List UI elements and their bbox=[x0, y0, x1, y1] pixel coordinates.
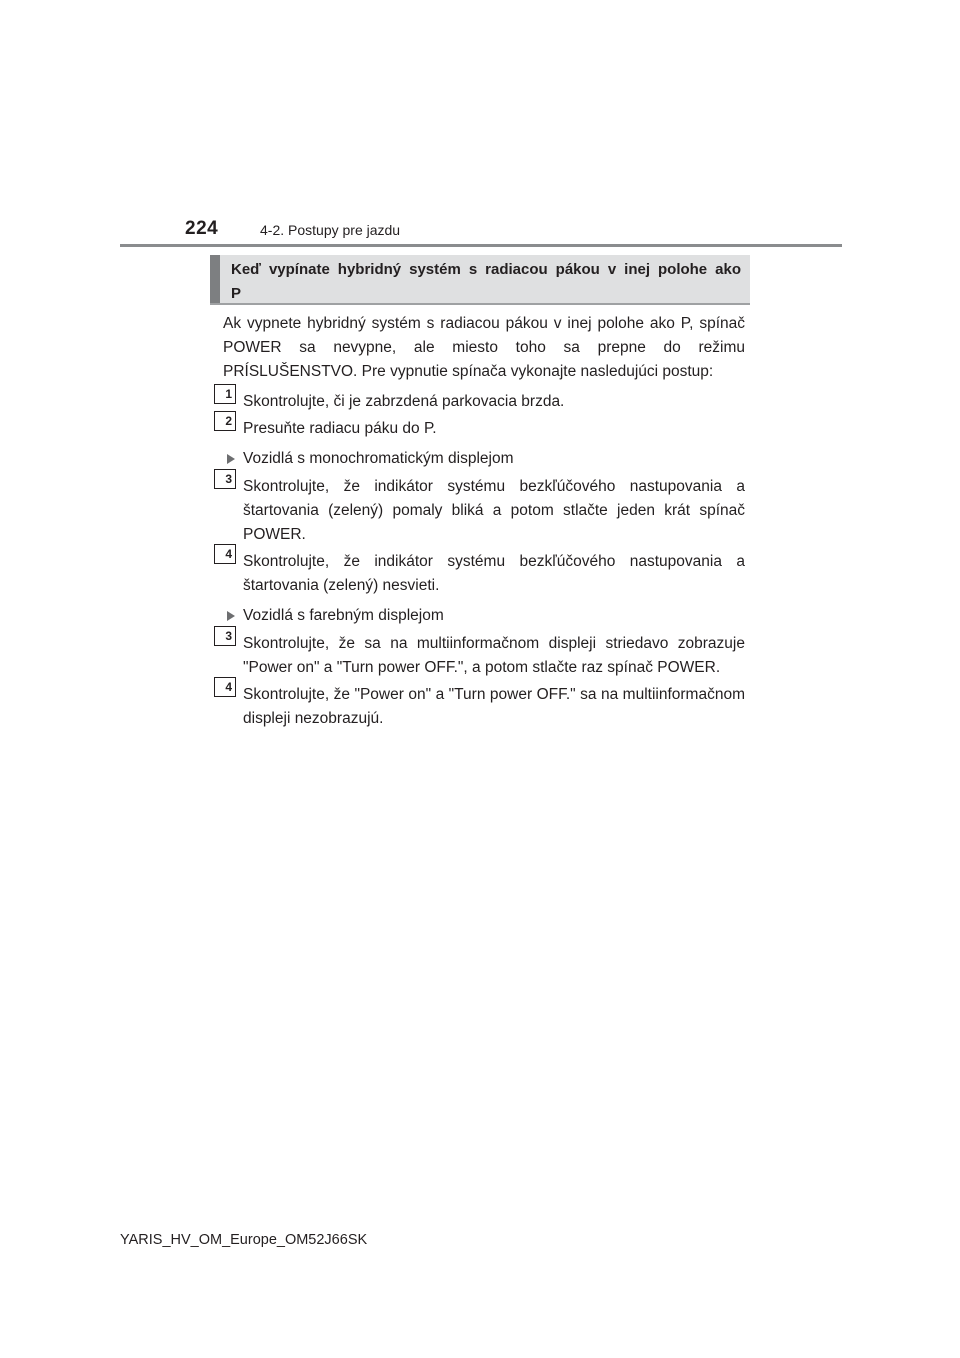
topic-title: Keď vypínate hybridný systém s radiacou pákou v inej polohe ako P bbox=[231, 261, 741, 302]
main-content bbox=[223, 312, 745, 734]
topic-accent-bar bbox=[210, 255, 220, 303]
footer-doc-id: YARIS_HV_OM_Europe_OM52J66SK bbox=[120, 1232, 368, 1248]
step-text: Presuňte radiacu páku do P. bbox=[243, 420, 437, 437]
step-number-badge: 4 bbox=[214, 677, 236, 697]
step-text: Skontrolujte, že indikátor systému bezkľúčového nastupovania a štartovania (zelený) pomaly bliká a potom stlačte jeden krát spínač POWER. bbox=[243, 478, 745, 543]
step-item bbox=[223, 414, 745, 441]
step-number-badge: 3 bbox=[214, 469, 236, 489]
step-item bbox=[223, 387, 745, 414]
step-text: Skontrolujte, či je zabrzdená parkovacia brzda. bbox=[243, 393, 565, 410]
step-number-badge: 4 bbox=[214, 544, 236, 564]
step-item bbox=[223, 680, 745, 731]
variant-label: Vozidlá s farebným displejom bbox=[243, 607, 444, 624]
page-number: 224 bbox=[185, 218, 219, 239]
topic-heading-box bbox=[210, 255, 750, 305]
step-number-badge: 1 bbox=[214, 384, 236, 404]
step-text: Skontrolujte, že "Power on" a "Turn power OFF." sa na multiinformačnom displeji nezobrazujú. bbox=[243, 686, 745, 727]
step-item bbox=[223, 472, 745, 547]
triangle-bullet-icon bbox=[227, 454, 235, 464]
step-text: Skontrolujte, že sa na multiinformačnom displeji striedavo zobrazuje "Power on" a "Turn power OFF.", a potom stlačte raz spínač POWER. bbox=[243, 635, 745, 676]
step-item bbox=[223, 629, 745, 680]
variant-heading bbox=[223, 604, 745, 628]
variant-label: Vozidlá s monochromatickým displejom bbox=[243, 450, 514, 467]
header-rule bbox=[120, 244, 842, 247]
step-item bbox=[223, 547, 745, 598]
step-text: Skontrolujte, že indikátor systému bezkľúčového nastupovania a štartovania (zelený) nesvieti. bbox=[243, 553, 745, 594]
intro-paragraph: Ak vypnete hybridný systém s radiacou pákou v inej polohe ako P, spínač POWER sa nevypne, ale miesto toho sa prepne do režimu PRÍSLUŠENSTVO. Pre vypnutie spínača vykonajte nasledujúci postup: bbox=[223, 315, 745, 380]
section-title: 4-2. Postupy pre jazdu bbox=[260, 222, 401, 238]
step-number-badge: 2 bbox=[214, 411, 236, 431]
step-number-badge: 3 bbox=[214, 626, 236, 646]
triangle-bullet-icon bbox=[227, 611, 235, 621]
variant-heading bbox=[223, 447, 745, 471]
